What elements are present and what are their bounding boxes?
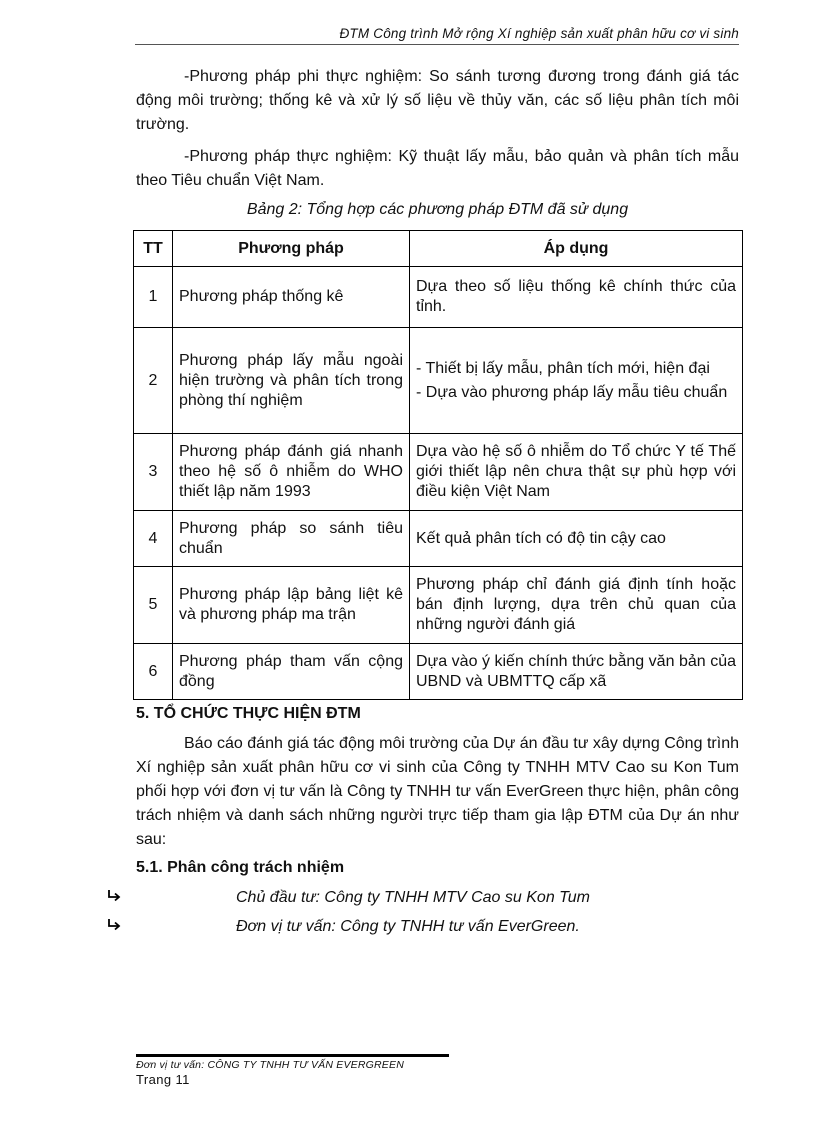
methods-table — [133, 230, 743, 700]
row-apply — [410, 267, 743, 328]
row-number: 1 — [134, 267, 173, 328]
table-row — [134, 267, 743, 328]
row-method: Phương pháp lập bảng liệt kê và phương pháp ma trận — [173, 567, 410, 644]
table-row — [134, 567, 743, 644]
footer-rule — [136, 1054, 449, 1057]
page-header: ĐTM Công trình Mở rộng Xí nghiệp sản xuất phân hữu cơ vi sinh — [135, 26, 739, 45]
header-method: Phương pháp — [173, 231, 410, 267]
header-tt: TT — [134, 231, 173, 267]
row-method: Phương pháp lấy mẫu ngoài hiện trường và phân tích trong phòng thí nghiệm — [173, 328, 410, 434]
hooked-arrow-icon — [106, 918, 126, 937]
apply-line: Dựa vào ý kiến chính thức bằng văn bản của UBND và UBMTTQ cấp xã — [416, 652, 736, 690]
row-apply — [410, 644, 743, 700]
row-apply — [410, 434, 743, 511]
apply-line: - Dựa vào phương pháp lấy mẫu tiêu chuẩn — [416, 383, 728, 401]
apply-line: Phương pháp chỉ đánh giá định tính hoặc bán định lượng, dựa trên chủ quan của những người đánh giá — [416, 576, 736, 633]
page-footer — [136, 1054, 449, 1087]
row-apply — [410, 511, 743, 567]
bullet-text: Chủ đầu tư: Công ty TNHH MTV Cao su Kon Tum — [236, 889, 590, 906]
table-row — [134, 328, 743, 434]
header-apply: Áp dụng — [410, 231, 743, 267]
section-paragraph: Báo cáo đánh giá tác động môi trường của Dự án đầu tư xây dựng Công trình Xí nghiệp sản xuất phân hữu cơ vi sinh của Công ty TNHH MTV Cao su Kon Tum phối hợp với đơn vị tư vấn là Công ty TNHH tư vấn EverGreen thực hiện, phân công trách nhiệm và danh sách những người trực tiếp tham gia lập ĐTM của Dự án như sau: — [136, 735, 739, 848]
table-header-row — [134, 231, 743, 267]
list-item — [106, 889, 746, 908]
apply-line: Kết quả phân tích có độ tin cậy cao — [416, 529, 666, 547]
apply-line: - Thiết bị lấy mẫu, phân tích mới, hiện đại — [416, 359, 710, 377]
row-number: 3 — [134, 434, 173, 511]
apply-line: Dựa theo số liệu thống kê chính thức của tỉnh. — [416, 278, 736, 315]
section-heading: 5. TỔ CHỨC THỰC HIỆN ĐTM — [136, 705, 361, 722]
apply-line: Dựa vào hệ số ô nhiễm do Tổ chức Y tế Thế giới thiết lập nên chưa thật sự phù hợp với điều kiện Việt Nam — [416, 443, 736, 500]
list-item — [106, 918, 746, 937]
row-method: Phương pháp thống kê — [173, 267, 410, 328]
row-apply — [410, 328, 743, 434]
bullet-text: Đơn vị tư vấn: Công ty TNHH tư vấn EverGreen. — [236, 918, 580, 935]
hooked-arrow-icon — [106, 889, 126, 908]
intro-paragraph-experimental: -Phương pháp thực nghiệm: Kỹ thuật lấy mẫu, bảo quản và phân tích mẫu theo Tiêu chuẩn Việt Nam. — [136, 148, 739, 189]
table-caption: Bảng 2: Tổng hợp các phương pháp ĐTM đã sử dụng — [246, 201, 629, 218]
row-method: Phương pháp đánh giá nhanh theo hệ số ô nhiễm do WHO thiết lập năm 1993 — [173, 434, 410, 511]
page-number: Trang 11 — [136, 1072, 190, 1087]
intro-paragraph-non-experimental: -Phương pháp phi thực nghiệm: So sánh tương đương trong đánh giá tác động môi trường; thống kê và xử lý số liệu về thủy văn, các số liệu phân tích môi trường. — [136, 68, 739, 133]
table-row — [134, 644, 743, 700]
footer-consultant: Đơn vị tư vấn: CÔNG TY TNHH TƯ VẤN EVERGREEN — [136, 1059, 404, 1071]
row-number: 6 — [134, 644, 173, 700]
row-apply — [410, 567, 743, 644]
table-row — [134, 434, 743, 511]
row-number: 5 — [134, 567, 173, 644]
row-number: 2 — [134, 328, 173, 434]
table-row — [134, 511, 743, 567]
subsection-heading: 5.1. Phân công trách nhiệm — [136, 859, 345, 876]
row-method: Phương pháp tham vấn cộng đồng — [173, 644, 410, 700]
row-method: Phương pháp so sánh tiêu chuẩn — [173, 511, 410, 567]
row-number: 4 — [134, 511, 173, 567]
